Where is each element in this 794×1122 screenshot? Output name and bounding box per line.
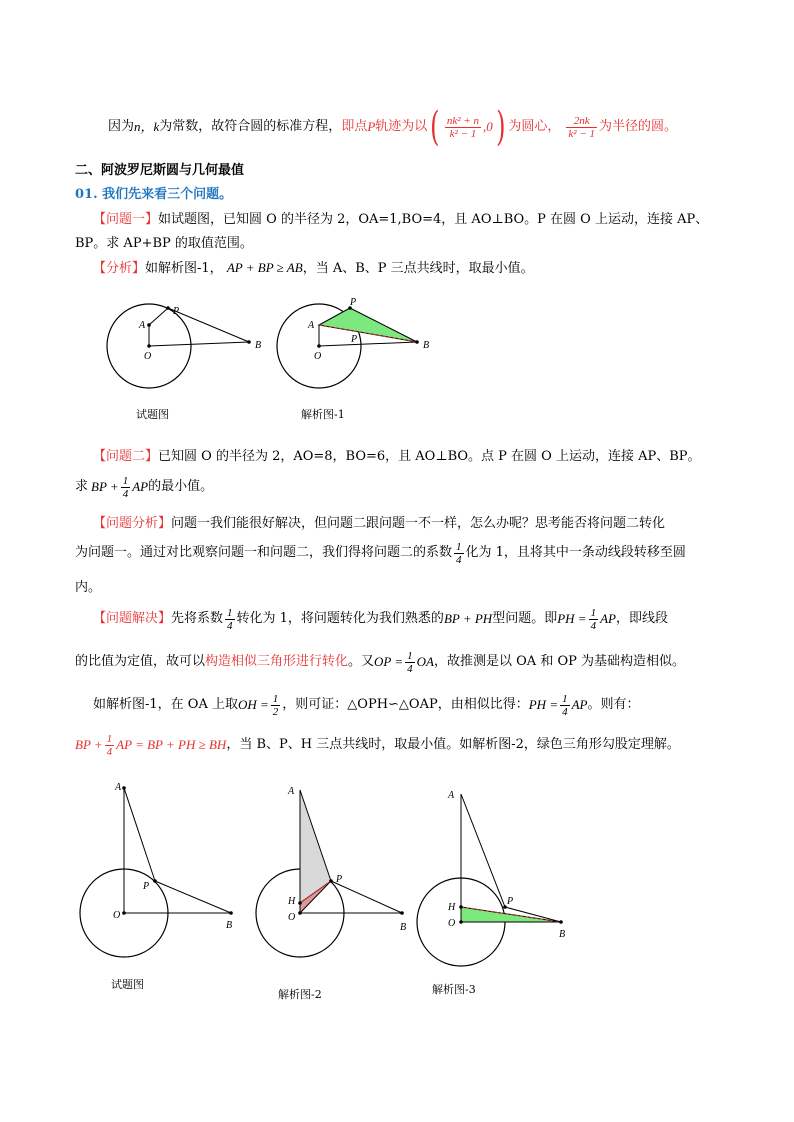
fraction-numerator: 2nk bbox=[566, 115, 597, 128]
label-o: O bbox=[314, 351, 322, 362]
label-p: P bbox=[507, 896, 514, 907]
fraction bbox=[405, 650, 415, 675]
qa-text: 问题一我们能很好解决，但问题二跟问题一不一样，怎么办呢？思考能否将问题二转化 bbox=[171, 516, 666, 531]
text: 转化为 1，将问题转化为我们熟悉的 bbox=[236, 611, 444, 626]
text: 的最小值。 bbox=[148, 479, 214, 494]
green-triangle bbox=[319, 308, 417, 342]
text-red: 即点 bbox=[341, 119, 368, 134]
segment-ob bbox=[319, 342, 417, 346]
q1-text: 如试题图，已知圆 O 的半径为 2，OA=1,BO=4，且 AO⊥BO。P 在圆 O 上运动，连接 AP、 bbox=[158, 212, 709, 227]
fraction-numerator: 1 bbox=[407, 649, 413, 662]
intro-paragraph bbox=[108, 104, 678, 150]
formula: OA bbox=[416, 654, 435, 669]
fraction-numerator: 1 bbox=[590, 606, 597, 619]
formula: BP + bbox=[91, 479, 119, 494]
caption-shiti2: 试题图 bbox=[111, 978, 144, 991]
label-p: P bbox=[143, 881, 150, 892]
p3-line2 bbox=[75, 728, 680, 762]
point-b bbox=[559, 920, 563, 924]
fraction-denominator: 4 bbox=[122, 487, 129, 500]
text: 的比值为定值，故可以 bbox=[75, 654, 206, 669]
label-b: B bbox=[423, 340, 430, 351]
label-p: P bbox=[350, 297, 357, 308]
figure-jiexi-3 bbox=[408, 778, 588, 1003]
fraction-numerator: 1 bbox=[122, 474, 129, 487]
caption-shiti: 试题图 bbox=[136, 408, 169, 421]
right-paren: ) bbox=[495, 104, 506, 150]
label-o: O bbox=[113, 910, 121, 921]
label-o: O bbox=[144, 351, 152, 362]
q1-line1 bbox=[93, 212, 708, 228]
label-h: H bbox=[288, 896, 296, 907]
segment-ap bbox=[149, 308, 168, 325]
fraction-numerator: 1 bbox=[562, 692, 568, 705]
qa-tag: 【问题分析】 bbox=[93, 516, 172, 531]
math-var: P bbox=[367, 119, 376, 134]
point-o bbox=[147, 344, 151, 348]
formula: OH = bbox=[237, 697, 269, 712]
math-vars: n，k bbox=[134, 119, 160, 134]
caption-jiexi2: 解析图-2 bbox=[278, 988, 322, 1001]
point-b bbox=[400, 911, 404, 915]
math-text: ,0 bbox=[483, 119, 493, 134]
formula: AP + BP ≥ AB bbox=[226, 260, 303, 275]
point-b bbox=[247, 340, 251, 344]
point-o bbox=[317, 344, 321, 348]
a1-line bbox=[93, 260, 534, 277]
qa-line1 bbox=[93, 516, 665, 532]
text: ，则可证：△OPH∽△OAP，由相似比得： bbox=[282, 697, 529, 712]
text-red: 为半径的圆。 bbox=[599, 119, 678, 134]
point-a bbox=[147, 323, 151, 327]
label-b: B bbox=[559, 929, 566, 940]
formula-red: BP + bbox=[75, 737, 103, 752]
fraction-numerator: 1 bbox=[272, 692, 279, 705]
fraction-numerator: 1 bbox=[227, 606, 233, 619]
point-p bbox=[329, 879, 333, 883]
fraction-denominator: 4 bbox=[407, 662, 413, 675]
fraction-denominator: 4 bbox=[562, 705, 568, 718]
text: ，当 A、B、P 三点共线时，取最小值。 bbox=[302, 261, 534, 276]
point-a bbox=[122, 786, 126, 790]
label-p: P bbox=[336, 874, 343, 885]
formula: OP = bbox=[374, 654, 404, 669]
label-a: A bbox=[139, 320, 146, 331]
label-a: A bbox=[115, 782, 122, 793]
text: ，故推测是以 OA 和 OP 为基础构造相似。 bbox=[434, 654, 685, 669]
segment-pb bbox=[155, 881, 231, 913]
formula: PH = bbox=[557, 611, 587, 626]
sub-title: 01. 我们先来看三个问题。 bbox=[75, 187, 233, 202]
segment-ap bbox=[461, 794, 505, 907]
point-b bbox=[229, 911, 233, 915]
caption-jiexi3: 解析图-3 bbox=[432, 983, 476, 996]
text: 因为 bbox=[108, 119, 135, 134]
label-o: O bbox=[288, 912, 296, 923]
label-p: P bbox=[173, 306, 180, 317]
q2-line2 bbox=[75, 470, 213, 504]
text-red: 轨迹为以 bbox=[375, 119, 428, 134]
label-h: H bbox=[448, 902, 456, 913]
fraction-denominator: 4 bbox=[590, 619, 597, 632]
q2-tag: 【问题二】 bbox=[93, 449, 159, 464]
label-b: B bbox=[226, 920, 233, 931]
label-b: B bbox=[255, 340, 262, 351]
fraction-numerator: 1 bbox=[456, 540, 462, 553]
figure-jiexi-2 bbox=[252, 778, 422, 1008]
q1-line2: BP。求 AP+BP 的取值范围。 bbox=[75, 236, 253, 251]
fraction bbox=[445, 115, 481, 140]
fraction bbox=[566, 115, 597, 140]
text: 。则有： bbox=[587, 697, 640, 712]
fraction-denominator: 4 bbox=[227, 619, 233, 632]
text: ，当 B、P、H 三点共线时，取最小值。如解析图-2，绿色三角形勾股定理解。 bbox=[226, 737, 680, 752]
text: 如解析图-1，在 OA 上取 bbox=[93, 697, 238, 712]
fraction bbox=[105, 733, 115, 758]
label-o: O bbox=[448, 918, 456, 929]
segment-ob bbox=[149, 342, 249, 346]
label-a: A bbox=[288, 786, 295, 797]
fraction-denominator: k² − 1 bbox=[449, 127, 477, 140]
q2-text: 已知圆 O 的半径为 2，AO=8，BO=6，且 AO⊥BO。点 P 在圆 O 上运动，连接 AP、BP。 bbox=[158, 449, 701, 464]
text: 型问题。即 bbox=[492, 611, 558, 626]
point-o bbox=[298, 911, 302, 915]
point-o bbox=[459, 920, 463, 924]
point-o bbox=[122, 911, 126, 915]
formula: PH = bbox=[528, 697, 559, 712]
formula-red: AP = BP + PH ≥ BH bbox=[116, 737, 227, 752]
fraction-denominator: k² − 1 bbox=[568, 127, 595, 140]
text-red: 构造相似三角形进行转化 bbox=[205, 654, 349, 669]
text: 为常数，故符合圆的标准方程， bbox=[159, 119, 342, 134]
label-p2: P bbox=[351, 334, 358, 345]
fraction-numerator: 1 bbox=[106, 732, 113, 745]
point-p bbox=[166, 306, 170, 310]
p3-line1 bbox=[93, 688, 640, 722]
point-b bbox=[415, 340, 419, 344]
fraction-denominator: 2 bbox=[272, 705, 279, 718]
a1-tag: 【分析】 bbox=[93, 261, 146, 276]
qs-tag: 【问题解决】 bbox=[93, 611, 172, 626]
formula: AP bbox=[600, 611, 616, 626]
fraction bbox=[121, 475, 131, 500]
point-h bbox=[298, 901, 302, 905]
fraction bbox=[454, 541, 464, 566]
text: 为问题一。通过对比观察问题一和问题二，我们得将问题二的系数 bbox=[75, 545, 453, 560]
fraction bbox=[560, 693, 570, 718]
formula: AP bbox=[571, 697, 588, 712]
label-a: A bbox=[308, 320, 315, 331]
text-red: 为圆心， bbox=[508, 119, 561, 134]
text: 求 bbox=[75, 479, 89, 494]
formula: AP bbox=[132, 479, 149, 494]
fraction bbox=[589, 607, 599, 632]
section-title: 二、阿波罗尼斯圆与几何最值 bbox=[75, 163, 245, 178]
point-p bbox=[153, 879, 157, 883]
text: 先将系数 bbox=[171, 611, 224, 626]
q1-tag: 【问题一】 bbox=[93, 212, 159, 227]
segment-pb bbox=[331, 881, 402, 913]
q2-line1 bbox=[93, 449, 701, 465]
qa-line3: 内。 bbox=[75, 580, 102, 595]
point-h bbox=[459, 905, 463, 909]
figure-jiexi-1 bbox=[268, 290, 448, 430]
text: ，即线段 bbox=[615, 611, 668, 626]
figure-shiti-2 bbox=[75, 778, 265, 998]
label-a: A bbox=[448, 790, 455, 801]
caption-jiexi1: 解析图-1 bbox=[301, 408, 345, 421]
label-b: B bbox=[400, 922, 407, 933]
formula: BP + PH bbox=[443, 611, 493, 626]
fraction-numerator: nk² + n bbox=[446, 114, 480, 127]
text: 化为 1，且将其中一条动线段转移至圆 bbox=[465, 545, 686, 560]
qs-line2 bbox=[75, 645, 685, 679]
segment-pb bbox=[168, 308, 249, 342]
qs-line1 bbox=[93, 602, 668, 636]
fraction-denominator: 4 bbox=[106, 745, 113, 758]
text: 。又 bbox=[348, 654, 375, 669]
fraction bbox=[271, 693, 281, 718]
figure-shiti-1 bbox=[100, 290, 280, 430]
fraction-denominator: 4 bbox=[456, 553, 462, 566]
segment-ap bbox=[124, 788, 155, 881]
text: 如解析图-1， bbox=[145, 261, 223, 276]
qa-line2 bbox=[75, 536, 686, 570]
left-paren: ( bbox=[430, 104, 440, 150]
fraction bbox=[225, 607, 235, 632]
